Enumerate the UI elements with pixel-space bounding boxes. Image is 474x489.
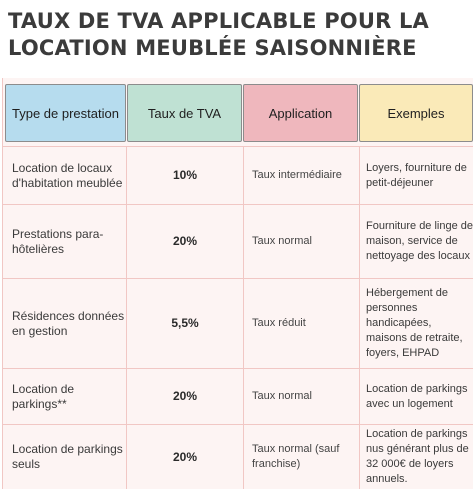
cell-application-text: Taux normal (sauf franchise) — [252, 443, 340, 470]
title-line-2: LOCATION MEUBLÉE SAISONNIÈRE — [8, 36, 417, 60]
cell-type — [3, 369, 126, 424]
cell-type-text: Location de parkings seuls — [12, 442, 123, 471]
cell-application — [243, 205, 359, 278]
cell-type — [3, 205, 126, 278]
cell-exemples-text: Hébergement de personnes handicapées, maisons de retraite, foyers, EHPAD — [366, 287, 463, 359]
header-exemples: Exemples — [359, 84, 473, 142]
cell-type-text: Location de parkings** — [12, 381, 75, 411]
cell-application-text: Taux normal — [252, 235, 312, 247]
cell-application — [243, 425, 359, 489]
title-line-1: TAUX DE TVA APPLICABLE POUR LA — [8, 9, 430, 33]
cell-taux: 20% — [126, 425, 243, 489]
cell-exemples — [359, 369, 473, 424]
cell-exemples — [359, 147, 473, 204]
table-header — [3, 78, 473, 146]
table-row — [3, 278, 473, 368]
header-application: Application — [243, 84, 358, 142]
cell-application — [243, 147, 359, 204]
table-row — [3, 368, 473, 424]
cell-taux: 10% — [126, 147, 243, 204]
cell-type — [3, 425, 126, 489]
vat-table — [2, 78, 473, 489]
cell-application — [243, 279, 359, 368]
header-type-prestation: Type de prestation — [5, 84, 126, 142]
cell-exemples-text: Fourniture de linge de maison, service de nettoyage des locaux — [366, 220, 474, 262]
cell-application-text: Taux intermédiaire — [252, 169, 342, 181]
cell-application — [243, 369, 359, 424]
cell-exemples-text: Location de parkings nus générant plus de 32 000€ de loyers annuels. — [366, 428, 469, 485]
cell-application-text: Taux réduit — [252, 317, 306, 329]
table-row — [3, 204, 473, 278]
cell-type — [3, 147, 126, 204]
table-row — [3, 146, 473, 204]
header-taux-tva: Taux de TVA — [127, 84, 242, 142]
cell-application-text: Taux normal — [252, 390, 312, 402]
cell-exemples-text: Location de parkings avec un logement — [366, 382, 468, 410]
cell-exemples — [359, 279, 473, 368]
cell-exemples — [359, 425, 473, 489]
cell-taux: 20% — [126, 369, 243, 424]
cell-taux: 5,5% — [126, 279, 243, 368]
cell-type-text: Location de locaux d'habitation meublée — [12, 160, 123, 190]
page-title — [8, 8, 468, 62]
cell-type — [3, 279, 126, 368]
cell-type-text: Résidences données en gestion — [12, 308, 125, 338]
cell-exemples — [359, 205, 473, 278]
table-row — [3, 424, 473, 489]
cell-taux: 20% — [126, 205, 243, 278]
cell-type-text: Prestations para-hôtelières — [12, 226, 104, 256]
cell-exemples-text: Loyers, fourniture de petit-déjeuner — [366, 161, 467, 189]
